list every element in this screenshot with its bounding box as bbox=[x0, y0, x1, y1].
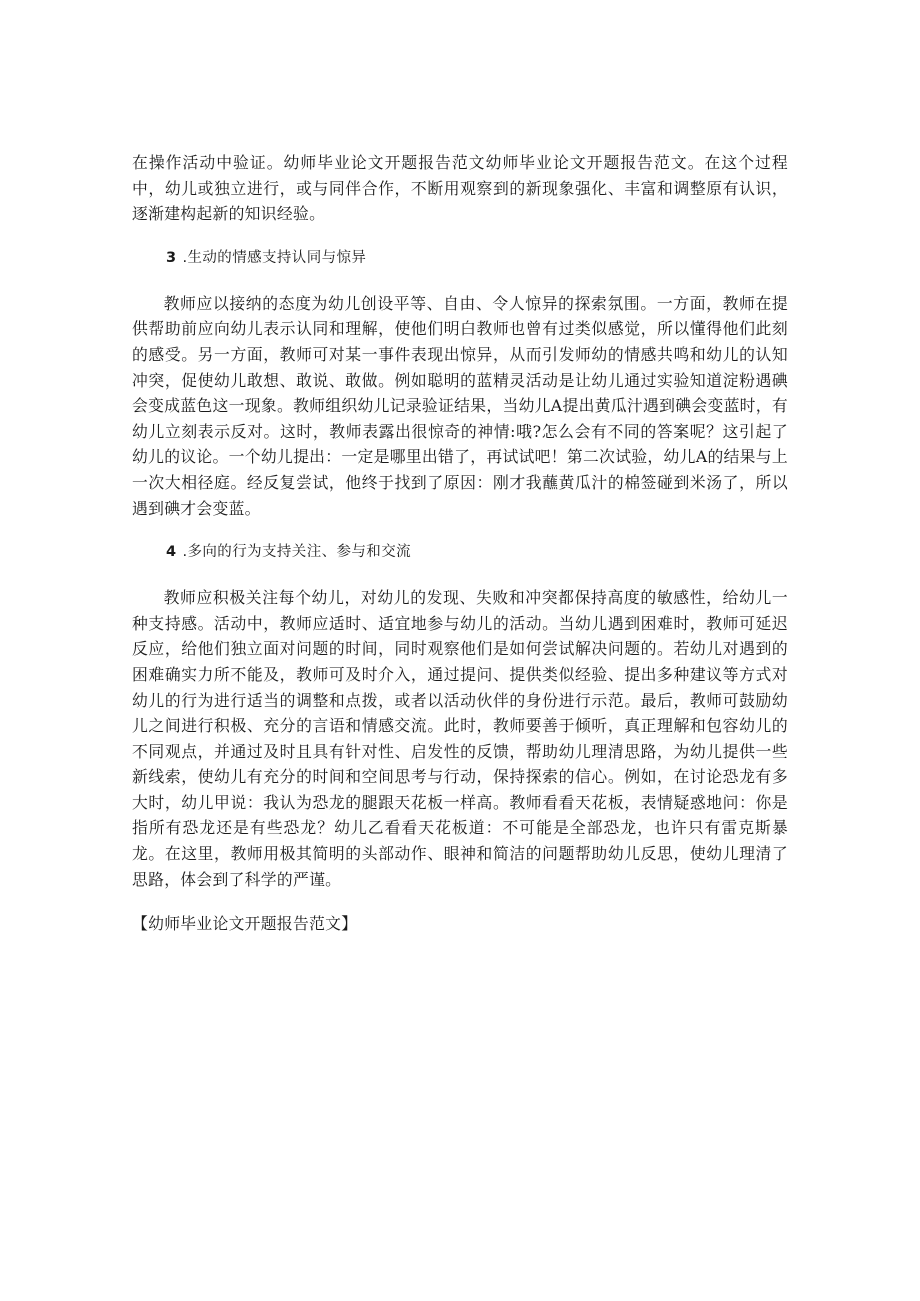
section-4-title: .多向的行为支持关注、参与和交流 bbox=[182, 544, 412, 561]
intro-paragraph: 在操作活动中验证。幼师毕业论文开题报告范文幼师毕业论文开题报告范文。在这个过程中，幼儿或独立进行，或与同伴合作，不断用观察到的新现象强化、丰富和调整原有认识，逐渐建构起新的知识经验。 bbox=[132, 153, 788, 224]
section-3-paragraph: 教师应以接纳的态度为幼儿创设平等、自由、令人惊异的探索氛围。一方面，教师在提供帮助前应向幼儿表示认同和理解，使他们明白教师也曾有过类似感觉，所以懂得他们此刻的感受。另一方面，教师可对某一事件表现出惊异，从而引发师幼的情感共鸣和幼儿的认知冲突，促使幼儿敢想、敢说、敢做。例如聪明的蓝精灵活动是让幼儿通过实验知道淀粉遇碘会变成蓝色这一现象。教师组织幼儿记录验证结果，当幼儿A提出黄瓜汁遇到碘会变蓝时，有幼儿立刻表示反对。这时，教师表露出很惊奇的神情:哦?怎么会有不同的答案呢？这引起了幼儿的议论。一个幼儿提出：一定是哪里出错了，再试试吧！第二次试验，幼儿A的结果与上一次大相径庭。经反复尝试，他终于找到了原因：刚才我蘸黄瓜汁的棉签碰到米汤了，所以遇到碘才会变蓝。 bbox=[132, 293, 788, 518]
section-4-number: 4 bbox=[166, 544, 177, 561]
document-page bbox=[132, 150, 788, 937]
document-footer-title: 【幼师毕业论文开题报告范文】 bbox=[132, 914, 358, 934]
section-3-title: .生动的情感支持认同与惊异 bbox=[182, 249, 367, 266]
section-4-paragraph: 教师应积极关注每个幼儿，对幼儿的发现、失败和冲突都保持高度的敏感性，给幼儿一种支持感。活动中，教师应适时、适宜地参与幼儿的活动。当幼儿遇到困难时，教师可延迟反应，给他们独立面对问题的时间，同时观察他们是如何尝试解决问题的。若幼儿对遇到的困难确实力所不能及，教师可及时介入，通过提问、提供类似经验、提出多种建议等方式对幼儿的行为进行适当的调整和点拨，或者以活动伙伴的身份进行示范。最后，教师可鼓励幼儿之间进行积极、充分的言语和情感交流。此时，教师要善于倾听，真正理解和包容幼儿的不同观点，并通过及时且具有针对性、启发性的反馈，帮助幼儿理清思路，为幼儿提供一些新线索，使幼儿有充分的时间和空间思考与行动，保持探索的信心。例如，在讨论恐龙有多大时，幼儿甲说：我认为恐龙的腿跟天花板一样高。教师看看天花板，表情疑惑地问：你是指所有恐龙还是有些恐龙？幼儿乙看看天花板道：不可能是全部恐龙，也许只有雷克斯暴龙。在这里，教师用极其简明的头部动作、眼神和简洁的问题帮助幼儿反思，使幼儿理清了思路，体会到了科学的严谨。 bbox=[132, 588, 788, 889]
section-3-number: 3 bbox=[166, 249, 177, 266]
section-3-heading bbox=[132, 246, 788, 270]
section-4-heading bbox=[132, 540, 788, 564]
